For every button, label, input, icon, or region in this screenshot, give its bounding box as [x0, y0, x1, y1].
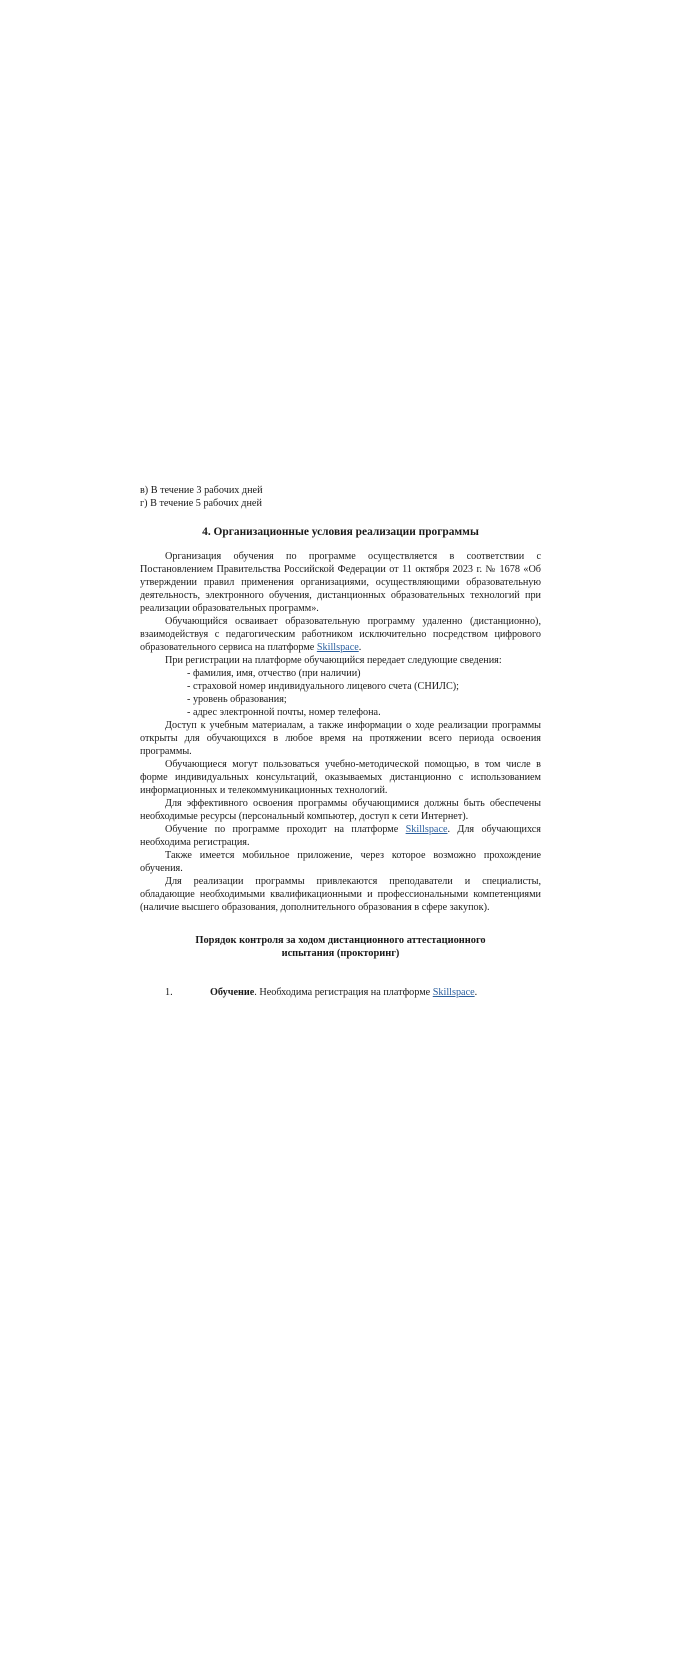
proctoring-text-after-link: . [474, 986, 478, 998]
skillspace-link[interactable]: Skillspace [432, 986, 475, 998]
proctoring-text-before-link: . Необходима регистрация на платформе [254, 986, 433, 998]
remote-text-after-link: . [358, 642, 362, 653]
answer-option-g: г) В течение 5 рабочих дней [140, 498, 262, 509]
registration-field-item: - страховой номер индивидуального лицевого счета (СНИЛС); [187, 681, 459, 692]
training-text-after-link: . Для обучающихся необходима регистрация. [140, 824, 541, 848]
paragraph-access: Доступ к учебным материалам, а также информации о ходе реализации программы открыты для обучающихся в любое время на протяжении всего периода освоения программы. [140, 720, 541, 757]
registration-field-item: - фамилия, имя, отчество (при наличии) [187, 668, 361, 679]
paragraph-resources: Для эффективного освоения программы обучающимися должны быть обеспечены необходимые ресурсы (персональный компьютер, доступ к сети Интернет). [140, 798, 541, 822]
proctoring-item-text [165, 986, 477, 999]
remote-text-before-link: Обучающийся осваивает образовательную программу удаленно (дистанционно), взаимодействуя с педагогическим работником исключительно посредством цифрового образовательного сервиса на платформе [140, 616, 541, 653]
paragraph-methodical-help: Обучающиеся могут пользоваться учебно-методической помощью, в том числе в форме индивидуальных консультаций, оказываемых дистанционно с использованием информационных и телекоммуникационных технологий. [140, 759, 541, 796]
answer-option-v: в) В течение 3 рабочих дней [140, 485, 263, 496]
training-text-before-link: Обучение по программе проходит на платформе [165, 824, 406, 835]
skillspace-link[interactable]: Skillspace [316, 642, 359, 653]
proctoring-item-label: Обучение [210, 986, 255, 998]
spacer-before-proctoring-heading [140, 914, 541, 934]
proctoring-heading-line-1: Порядок контроля за ходом дистанционного аттестационного [195, 935, 486, 946]
registration-field-item: - уровень образования; [187, 694, 287, 705]
spacer-before-section-heading [140, 510, 541, 525]
paragraph-mobile-app: Также имеется мобильное приложение, через которое возможно прохождение обучения. [140, 850, 541, 874]
proctoring-heading-line-2: испытания (прокторинг) [281, 948, 400, 960]
proctoring-list-item [140, 986, 541, 999]
paragraph-organization: Организация обучения по программе осуществляется в соответствии с Постановлением Правительства Российской Федерации от 11 октября 2023 г. № 1678 «Об утверждении правил применения организациями, осуществляющими образовательную деятельность, электронного обучения, дистанционных образовательных технологий при реализации образовательных программ». [140, 551, 541, 614]
skillspace-link[interactable]: Skillspace [405, 824, 448, 835]
spacer-after-proctoring-heading [140, 960, 541, 975]
proctoring-item-number: 1. [165, 986, 173, 998]
paragraph-registration-intro: При регистрации на платформе обучающийся передает следующие сведения: [165, 655, 502, 666]
spacer-after-section-heading [140, 539, 541, 550]
paragraph-training-platform [140, 823, 541, 849]
paragraph-staff: Для реализации программы привлекаются преподаватели и специалисты, обладающие необходимыми квалификационными и профессиональными компетенциями (наличие высшего образования, дополнительного образования в сфере закупок). [140, 876, 541, 913]
paragraph-remote-learning [140, 615, 541, 654]
document-text-column [140, 484, 541, 1009]
section-heading: 4. Организационные условия реализации программы [202, 526, 479, 538]
registration-field-item: - адрес электронной почты, номер телефона. [187, 707, 381, 718]
